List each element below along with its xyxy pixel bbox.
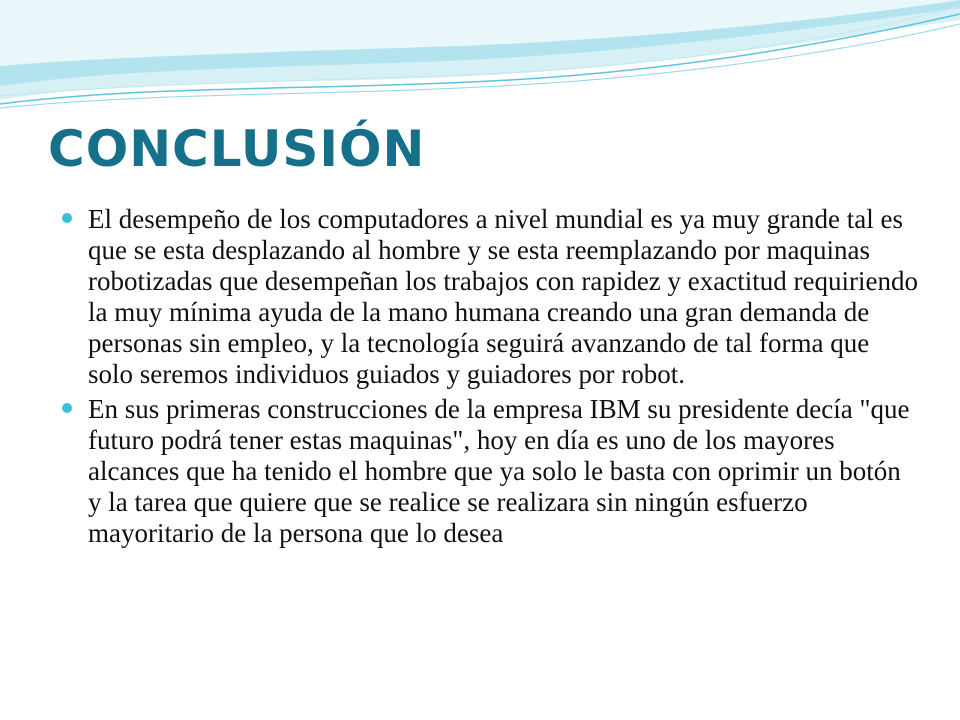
bullet-text: El desempeño de los computadores a nivel mundial es ya muy grande tal es que se esta desplazando al hombre y se esta reemplazando por maquinas robotizadas que desempeñan los trabajos con rapidez y exactitud requiriendo la muy mínima ayuda de la mano humana creando una gran demanda de personas sin empleo, y la tecnología seguirá avanzando de tal forma que solo seremos individuos guiados y guiadores por robot. [88,204,918,389]
bullet-list [58,204,918,553]
bullet-item [58,204,918,390]
header-wave-decoration [0,0,960,130]
bullet-dot-icon [62,213,72,223]
bullet-text: En sus primeras construcciones de la empresa IBM su presidente decía "que futuro podrá tener estas maquinas", hoy en día es uno de los mayores alcances que ha tenido el hombre que ya solo le basta con oprimir un botón y la tarea que quiere que se realice se realizara sin ningún esfuerzo mayoritario de la persona que lo desea [88,394,910,548]
bullet-dot-icon [62,403,72,413]
slide-title: CONCLUSIÓN [48,120,426,178]
bullet-item [58,394,918,549]
